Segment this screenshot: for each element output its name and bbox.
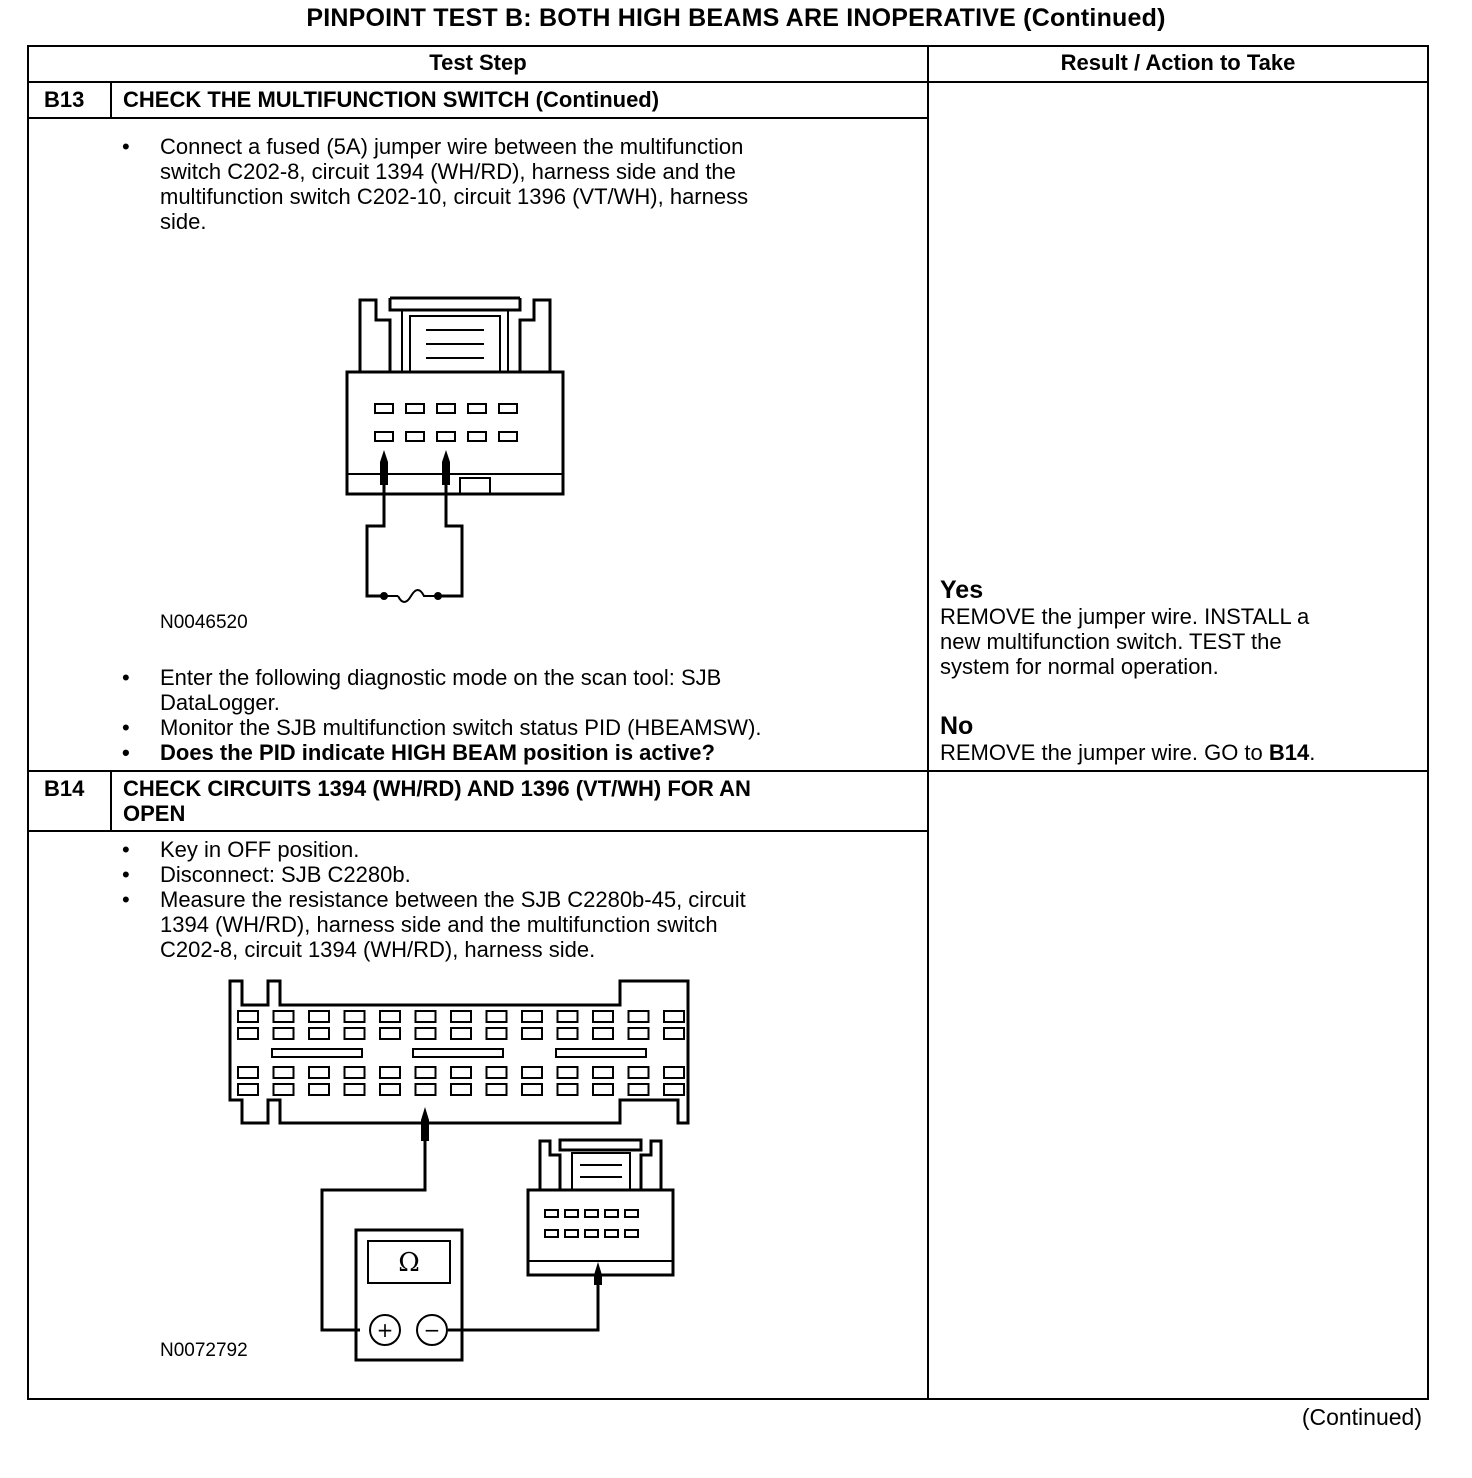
bullet-icon: •	[122, 715, 130, 740]
b14-step2: Disconnect: SJB C2280b.	[160, 862, 411, 887]
connector-diagram-icon	[220, 975, 690, 1365]
plus-terminal: +	[376, 1318, 394, 1342]
bullet-icon: •	[122, 134, 130, 159]
connector-cavity	[238, 1084, 258, 1095]
connector-cavity	[629, 1084, 649, 1095]
b13-step4-question: Does the PID indicate HIGH BEAM position is active?	[160, 740, 715, 765]
connector-cavity	[629, 1067, 649, 1078]
connector-cavity	[522, 1084, 542, 1095]
connector-cavity	[522, 1028, 542, 1039]
connector-cavity	[629, 1011, 649, 1022]
connector-cavity	[451, 1084, 471, 1095]
connector-cavity	[629, 1028, 649, 1039]
connector-cavity	[345, 1011, 365, 1022]
result-yes-line1: REMOVE the jumper wire. INSTALL a	[940, 604, 1310, 629]
connector-cavity	[664, 1067, 684, 1078]
result-yes-line2: new multifunction switch. TEST the	[940, 629, 1282, 654]
b14-step3-line1: Measure the resistance between the SJB C2280b-45, circuit	[160, 887, 746, 912]
bullet-icon: •	[122, 862, 130, 887]
column-header-result: Result / Action to Take	[1060, 50, 1296, 75]
connector-cavity	[274, 1067, 294, 1078]
bullet-icon: •	[122, 837, 130, 862]
connector-cavity	[238, 1067, 258, 1078]
connector-cavity	[274, 1011, 294, 1022]
result-no-text	[940, 740, 1315, 765]
b13-step1-line4: side.	[160, 209, 207, 234]
connector-cavity	[593, 1084, 613, 1095]
connector-cavity	[380, 1028, 400, 1039]
result-no-action: REMOVE the jumper wire. GO to	[940, 740, 1269, 765]
connector-cavity	[664, 1011, 684, 1022]
connector-cavity	[416, 1067, 436, 1078]
minus-terminal: −	[423, 1318, 441, 1342]
connector-cavity	[522, 1067, 542, 1078]
result-yes-line3: system for normal operation.	[940, 654, 1219, 679]
b13-step2-line2: DataLogger.	[160, 690, 280, 715]
step-heading-b14-line2: OPEN	[123, 801, 186, 826]
connector-cavity	[451, 1067, 471, 1078]
connector-cavity	[487, 1028, 507, 1039]
connector-cavity	[451, 1011, 471, 1022]
bullet-icon: •	[122, 740, 130, 765]
connector-cavity	[416, 1011, 436, 1022]
connector-cavity	[309, 1028, 329, 1039]
connector-diagram-icon	[340, 290, 580, 610]
b13-step1-line2: switch C202-8, circuit 1394 (WH/RD), harness side and the	[160, 159, 736, 184]
step-heading-b13: CHECK THE MULTIFUNCTION SWITCH (Continued)	[123, 87, 660, 112]
connector-cavity	[380, 1011, 400, 1022]
connector-cavity	[451, 1028, 471, 1039]
connector-cavity	[274, 1028, 294, 1039]
connector-cavity	[593, 1011, 613, 1022]
b13-step3: Monitor the SJB multifunction switch status PID (HBEAMSW).	[160, 715, 762, 740]
ohm-symbol: Ω	[398, 1248, 420, 1278]
figure-id-n0046520: N0046520	[160, 612, 248, 633]
fuse-jumper-icon	[384, 590, 438, 602]
bullet-icon: •	[122, 665, 130, 690]
continued-footer: (Continued)	[1301, 1404, 1422, 1430]
connector-cavity	[238, 1011, 258, 1022]
step-heading-b14-line1: CHECK CIRCUITS 1394 (WH/RD) AND 1396 (VT/WH) FOR AN	[123, 776, 751, 801]
connector-cavity	[558, 1028, 578, 1039]
b13-step1-line3: multifunction switch C202-10, circuit 1396 (VT/WH), harness	[160, 184, 749, 209]
connector-cavity	[380, 1067, 400, 1078]
figure-id-n0072792: N0072792	[160, 1340, 248, 1361]
b13-step1-line1: Connect a fused (5A) jumper wire between the multifunction	[160, 134, 744, 159]
connector-cavity	[522, 1011, 542, 1022]
result-yes-label: Yes	[940, 576, 984, 604]
step-id-b13: B13	[44, 87, 85, 112]
result-no-end: .	[1309, 740, 1316, 765]
b14-step1: Key in OFF position.	[160, 837, 360, 862]
connector-cavity	[309, 1011, 329, 1022]
connector-cavity	[558, 1084, 578, 1095]
connector-cavity	[593, 1067, 613, 1078]
connector-cavity	[309, 1067, 329, 1078]
connector-cavity	[664, 1028, 684, 1039]
connector-cavity	[558, 1067, 578, 1078]
connector-cavity	[416, 1084, 436, 1095]
bullet-icon: •	[122, 887, 130, 912]
connector-cavity	[380, 1084, 400, 1095]
step-id-b14: B14	[44, 776, 85, 801]
column-header-test-step: Test Step	[429, 50, 527, 75]
b14-step3-line3: C202-8, circuit 1394 (WH/RD), harness side.	[160, 937, 596, 962]
result-no-label: No	[940, 712, 974, 740]
connector-cavity	[238, 1028, 258, 1039]
goto-b14-link[interactable]: B14	[1268, 740, 1310, 765]
connector-cavity	[345, 1028, 365, 1039]
connector-cavity	[487, 1084, 507, 1095]
connector-cavity	[487, 1067, 507, 1078]
connector-cavity	[274, 1084, 294, 1095]
connector-cavity	[558, 1011, 578, 1022]
connector-cavity	[345, 1084, 365, 1095]
connector-cavity	[309, 1084, 329, 1095]
connector-cavity	[416, 1028, 436, 1039]
connector-cavity	[664, 1084, 684, 1095]
connector-cavity	[487, 1011, 507, 1022]
connector-cavity	[345, 1067, 365, 1078]
b14-step3-line2: 1394 (WH/RD), harness side and the multifunction switch	[160, 912, 718, 937]
b13-step2-line1: Enter the following diagnostic mode on the scan tool: SJB	[160, 665, 722, 690]
page-title: PINPOINT TEST B: BOTH HIGH BEAMS ARE INOPERATIVE (Continued)	[306, 4, 1166, 32]
connector-cavity	[593, 1028, 613, 1039]
